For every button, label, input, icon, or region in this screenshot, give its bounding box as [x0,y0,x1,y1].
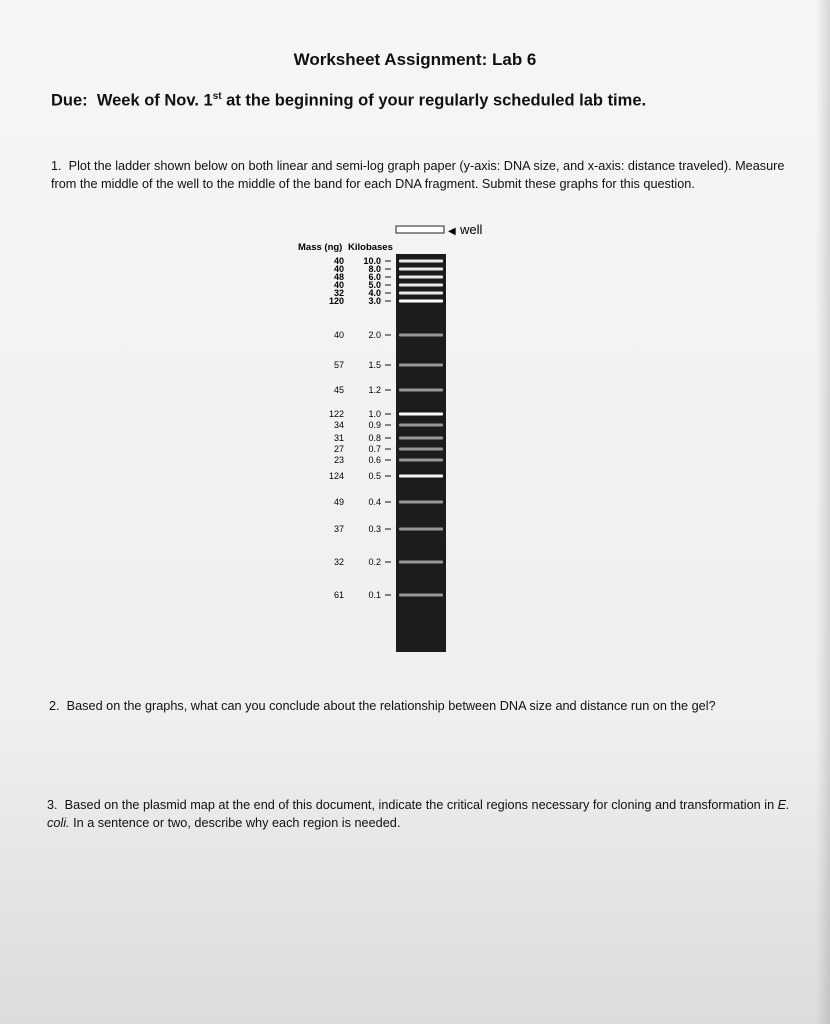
band-kb-label: 0.6 [368,455,381,465]
dna-ladder-figure [296,220,546,660]
page-shadow [816,0,830,1024]
question-2-text: Based on the graphs, what can you conclude about the relationship between DNA size and distance run on the gel? [66,699,716,713]
band-kb-label: 0.4 [368,497,381,507]
gel-band [399,459,443,462]
band-kb-label: 0.7 [368,444,381,454]
question-1-number: 1. [51,159,62,173]
band-mass-label: 37 [333,524,344,534]
gel-band [399,284,443,287]
band-mass-label: 23 [333,455,344,465]
band-mass-label: 40 [333,256,344,266]
band-mass-label: 32 [333,288,344,298]
gel-band [399,594,443,597]
gel-band [399,276,443,279]
band-mass-label: 34 [333,420,344,430]
question-3-text-before: Based on the plasmid map at the end of this document, indicate the critical regions necessary for cloning and transformation in [64,798,778,812]
well-label: well [460,222,483,237]
gel-band [399,437,443,440]
band-kb-label: 0.9 [368,420,381,430]
band-kb-label: 0.8 [368,433,381,443]
well-rect [396,226,444,233]
gel-band [399,292,443,295]
band-kb-label: 6.0 [368,272,381,282]
gel-band [399,413,443,416]
question-3-text-after: In a sentence or two, describe why each region is needed. [69,816,401,830]
band-kb-label: 10.0 [363,256,381,266]
dna-ladder-svg [296,220,546,660]
band-mass-label: 45 [333,385,344,395]
well-arrow-icon: ◀ [448,226,456,237]
due-superscript: st [212,91,222,102]
gel-band [399,300,443,303]
gel-band [399,424,443,427]
band-kb-label: 8.0 [368,264,381,274]
band-kb-label: 5.0 [368,280,381,290]
band-kb-label: 1.0 [368,409,381,419]
question-3 [47,796,807,832]
gel-band [399,528,443,531]
gel-band [399,475,443,478]
band-kb-label: 1.5 [368,360,381,370]
mass-column-header: Mass (ng) [298,242,343,253]
gel-band [399,501,443,504]
gel-band [399,364,443,367]
question-2-number: 2. [49,699,60,713]
band-mass-label: 120 [328,296,344,306]
band-mass-label: 57 [333,360,344,370]
band-mass-label: 122 [328,409,344,419]
band-kb-label: 0.1 [368,590,381,600]
band-kb-label: 4.0 [368,288,381,298]
due-line [51,91,646,111]
gel-lane [396,254,446,652]
question-1-text: Plot the ladder shown below on both linear and semi-log graph paper (y-axis: DNA size, and x-axis: distance traveled). Measure from the middle of the well to the middle of the band for each DNA fragment. Submit these graphs for this question. [51,159,785,191]
due-text-after: at the beginning of your regularly scheduled lab time. [221,91,647,110]
band-mass-label: 40 [333,280,344,290]
band-mass-label: 40 [333,264,344,274]
question-3-italic: E. coli. [47,798,790,830]
band-mass-label: 124 [328,471,344,481]
gel-band [399,260,443,263]
band-kb-label: 2.0 [368,330,381,340]
band-kb-label: 3.0 [368,296,381,306]
question-3-number: 3. [47,798,58,812]
band-kb-label: 0.2 [368,557,381,567]
question-2 [49,697,809,715]
band-mass-label: 61 [333,590,344,600]
band-mass-label: 49 [333,497,344,507]
band-mass-label: 27 [333,444,344,454]
gel-band [399,561,443,564]
kb-column-header: Kilobases [348,242,393,253]
band-mass-label: 48 [333,272,344,282]
gel-band [399,268,443,271]
band-mass-label: 31 [333,433,344,443]
due-label: Due: [51,91,88,110]
band-kb-label: 0.3 [368,524,381,534]
gel-band [399,448,443,451]
page-title: Worksheet Assignment: Lab 6 [293,50,537,69]
band-kb-label: 0.5 [368,471,381,481]
gel-band [399,334,443,337]
due-text-before: Week of Nov. 1 [96,91,213,110]
question-1 [51,157,791,193]
band-mass-label: 40 [333,330,344,340]
band-mass-label: 32 [333,557,344,567]
gel-band [399,389,443,392]
band-kb-label: 1.2 [368,385,381,395]
